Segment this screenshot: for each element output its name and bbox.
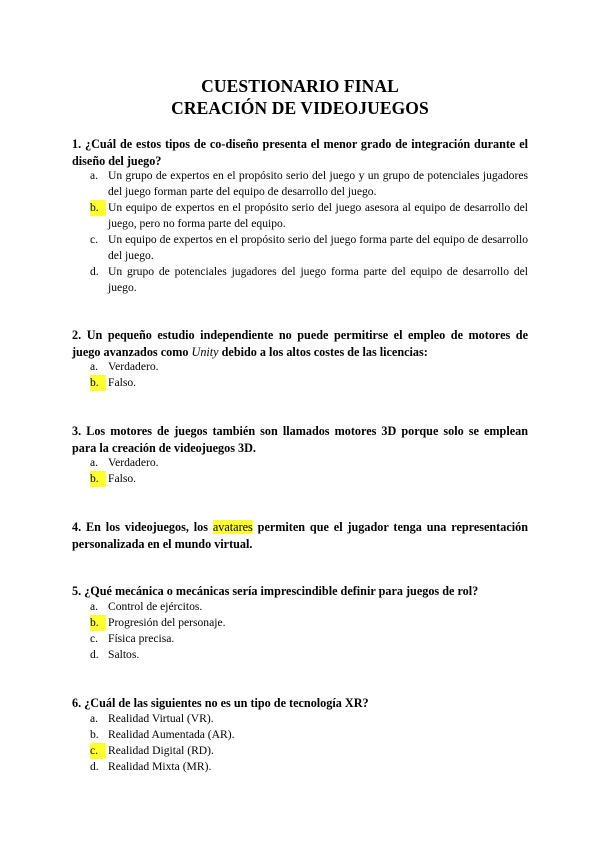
option-text: Saltos.: [108, 648, 140, 661]
option-letter: a.: [90, 169, 99, 182]
option-text: Verdadero.: [108, 360, 159, 373]
option-text: Realidad Mixta (MR).: [108, 760, 212, 773]
question-6-option-b: [90, 727, 528, 743]
question-6-option-c: [90, 743, 528, 759]
option-text: Realidad Digital (RD).: [108, 744, 214, 757]
option-letter: d.: [90, 760, 99, 773]
option-text: Falso.: [108, 472, 137, 485]
option-letter: c.: [90, 632, 99, 645]
document-title: CUESTIONARIO FINAL: [201, 76, 399, 96]
option-text: Realidad Aumentada (AR).: [108, 728, 235, 741]
option-text: Un equipo de expertos en el propósito serio del juego asesora al equipo de desarrollo del juego, pero no forma parte del equipo.: [108, 201, 528, 230]
question-2-option-b: [90, 375, 528, 391]
option-letter: a.: [90, 360, 99, 373]
option-letter-highlighted: b.: [90, 615, 106, 631]
question-6-option-a: [90, 711, 528, 727]
question-6-option-d: [90, 759, 528, 775]
question-5-option-a: [90, 599, 528, 615]
question-1-option-b: [90, 200, 528, 232]
option-text: Progresión del personaje.: [108, 616, 226, 629]
question-1: 1. ¿Cuál de estos tipos de co-diseño presenta el menor grado de integración durante el diseño del juego?: [72, 137, 528, 168]
option-text: Realidad Virtual (VR).: [108, 712, 214, 725]
option-letter: a.: [90, 600, 99, 613]
question-4-highlighted-term: avatares: [212, 520, 253, 534]
option-text: Un grupo de expertos en el propósito serio del juego y un grupo de potenciales jugadores del juego forman parte del equipo de desarrollo del juego.: [108, 169, 528, 198]
option-text: Control de ejércitos.: [108, 600, 203, 613]
question-5: 5. ¿Qué mecánica o mecánicas sería imprescindible definir para juegos de rol?: [72, 584, 479, 598]
option-text: Verdadero.: [108, 456, 159, 469]
option-letter-highlighted: b.: [90, 375, 106, 391]
question-1-option-d: [90, 264, 528, 296]
option-letter-highlighted: b.: [90, 200, 106, 216]
option-letter: d.: [90, 265, 99, 278]
option-text: Un grupo de potenciales jugadores del juego forma parte del equipo de desarrollo del juego.: [108, 265, 528, 294]
question-4: [72, 519, 528, 553]
question-2-italic-term: Unity: [191, 345, 219, 359]
option-letter-highlighted: c.: [90, 743, 106, 759]
option-text: Falso.: [108, 376, 137, 389]
question-4-text-end: permiten que el jugador tenga una representación personalizada en el mundo virtual.: [72, 520, 528, 551]
document-subtitle: CREACIÓN DE VIDEOJUEGOS: [171, 98, 429, 118]
question-2-text-start: 2. Un pequeño estudio independiente no puede permitirse el empleo de motores de juego avanzados como: [72, 328, 528, 359]
question-2-text-end: debido a los altos costes de las licencias:: [218, 345, 428, 359]
question-6: 6. ¿Cuál de las siguientes no es un tipo de tecnología XR?: [72, 696, 369, 710]
question-2: [72, 327, 528, 361]
question-5-option-c: [90, 631, 528, 647]
question-3: 3. Los motores de juegos también son llamados motores 3D porque solo se emplean para la creación de videojuegos 3D.: [72, 424, 528, 455]
question-1-option-a: [90, 168, 528, 200]
option-text: Física precisa.: [108, 632, 175, 645]
option-letter: b.: [90, 728, 99, 741]
question-3-option-a: [90, 455, 528, 471]
option-letter: a.: [90, 712, 99, 725]
question-1-option-c: [90, 232, 528, 264]
question-5-option-d: [90, 647, 528, 663]
option-letter-highlighted: b.: [90, 471, 106, 487]
option-letter: d.: [90, 648, 99, 661]
question-3-option-b: [90, 471, 528, 487]
option-text: Un equipo de expertos en el propósito serio del juego forma parte del equipo de desarrollo del juego.: [108, 233, 528, 262]
option-letter: a.: [90, 456, 99, 469]
question-4-text-start: 4. En los videojuegos, los: [72, 520, 213, 534]
option-letter: c.: [90, 233, 99, 246]
question-5-option-b: [90, 615, 528, 631]
question-2-option-a: [90, 359, 528, 375]
